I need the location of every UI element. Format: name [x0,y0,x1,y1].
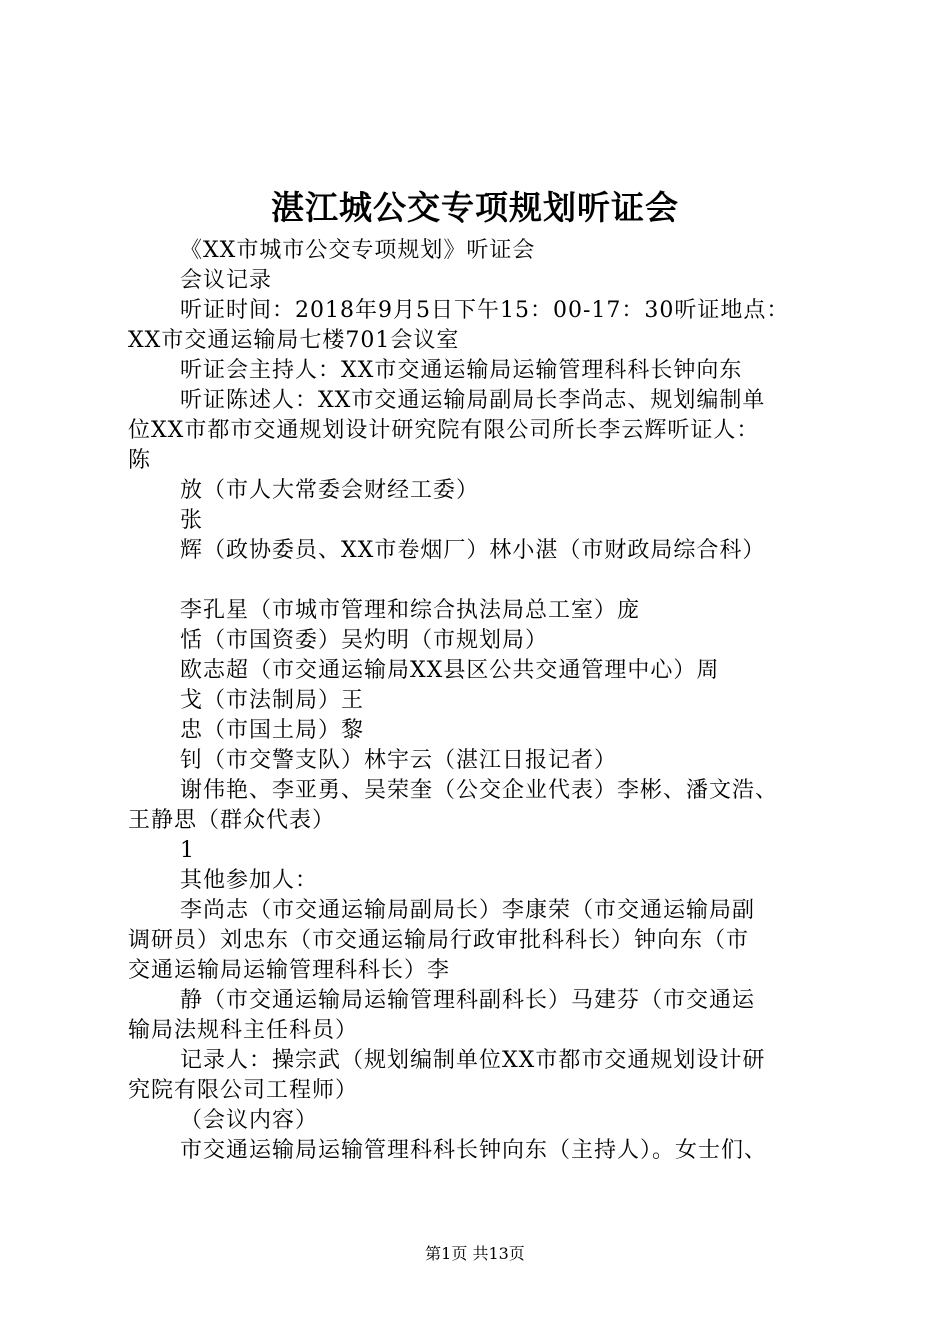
body-line: 《XX市城市公交专项规划》听证会 [180,238,536,263]
body-line: 1 [180,838,195,863]
body-line: 王静思（群众代表） [128,808,336,833]
body-line: 其他参加人： [180,868,319,893]
blank-line [128,566,850,596]
body-line: 欧志超（市交通运输局XX县区公共交通管理中心）周 [180,658,720,683]
body-line: 听证会主持人：XX市交通运输局运输管理科科长钟向东 [180,358,743,383]
body-line: 恬（市国资委）吴灼明（市规划局） [180,628,549,653]
body-line: 记录人：操宗武（规划编制单位XX市都市交通规划设计研 [180,1048,766,1073]
page-footer: 第1页 共13页 [425,1244,525,1263]
body-line: 交通运输局运输管理科科长）李 [128,958,451,983]
body-line: 李孔星（市城市管理和综合执法局总工室）庞 [180,598,641,623]
body-line: 李尚志（市交通运输局副局长）李康荣（市交通运输局副 [180,898,756,923]
document-body [128,236,850,1166]
body-line: 位XX市都市交通规划设计研究院有限公司所长李云辉听证人： [128,418,760,443]
body-line: 听证时间：2018年9月5日下午15：00-17：30听证地点： [180,298,790,323]
document-title: 湛江城公交专项规划听证会 [271,188,679,227]
body-line: 陈 [128,448,152,473]
body-line: 张 [180,508,204,533]
body-line: 戈（市法制局）王 [180,688,365,713]
body-line: 输局法规科主任科员） [128,1018,359,1043]
body-line: （会议内容） [180,1108,319,1133]
body-line: 听证陈述人：XX市交通运输局副局长李尚志、规划编制单 [180,388,766,413]
body-line: 谢伟艳、李亚勇、吴荣奎（公交企业代表）李彬、潘文浩、 [180,778,779,803]
body-line: 调研员）刘忠东（市交通运输局行政审批科科长）钟向东（市 [128,928,750,953]
body-line: 放（市人大常委会财经工委） [180,478,480,503]
body-line: 静（市交通运输局运输管理科副科长）马建芬（市交通运 [180,988,756,1013]
body-line: XX市交通运输局七楼701会议室 [128,328,460,353]
body-line: 忠（市国土局）黎 [180,718,365,743]
body-line: 钊（市交警支队）林宇云（湛江日报记者） [180,748,618,773]
body-line: 会议记录 [180,268,273,293]
body-line: 市交通运输局运输管理科科长钟向东（主持人）。女士们、 [180,1138,768,1163]
body-line: 究院有限公司工程师） [128,1078,359,1103]
body-line: 辉（政协委员、XX市卷烟厂）林小湛（市财政局综合科） [180,538,766,563]
